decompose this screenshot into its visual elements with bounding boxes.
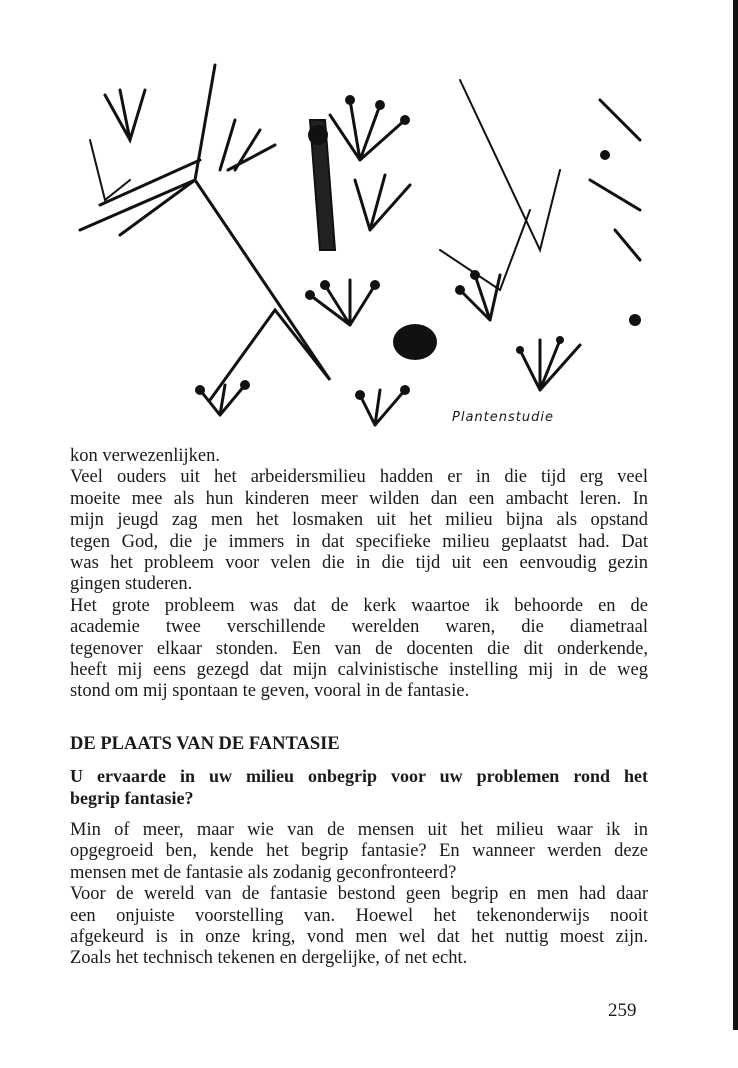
text-line: tegen God, die je immers in dat specifieke milieu geplaatst had. Dat	[70, 531, 648, 552]
question-line: U ervaarde in uw milieu onbegrip voor uw problemen rond het	[70, 766, 648, 786]
text-line: heeft mij eens gezegd dat mijn calvinistische instelling mij in de weg	[70, 659, 648, 680]
text-line: afgekeurd is in onze kring, vond men wel dat het nuttig moest zijn.	[70, 926, 648, 947]
text-line: academie twee verschillende werelden waren, die diametraal	[70, 617, 648, 638]
text-line: Zoals het technisch tekenen en dergelijke, of net echt.	[70, 948, 468, 969]
text-line: tegenover elkaar stonden. Een van de docenten die dit onderkende,	[70, 638, 648, 659]
text-line: Min of meer, maar wie van de mensen uit het milieu waar ik in	[70, 820, 648, 840]
text-line: Het grote probleem was dat de kerk waartoe ik behoorde en de	[70, 595, 648, 616]
text-line: een onjuiste voorstelling van. Hoewel het tekenonderwijs nooit	[70, 905, 648, 926]
plant-study-illustration	[60, 60, 650, 435]
text-line: Veel ouders uit het arbeidersmilieu hadden er in die tijd erg veel	[70, 467, 648, 488]
text-line: mijn jeugd zag men het losmaken uit het milieu bijna als opstand	[70, 510, 648, 531]
text-line: opgegroeid ben, kende het begrip fantasie? En wanneer werden deze	[70, 841, 648, 862]
section-heading: DE PLAATS VAN DE FANTASIE	[70, 734, 340, 754]
text-line: Voor de wereld van de fantasie bestond geen begrip en men had daar	[70, 884, 648, 905]
text-line: gingen studeren.	[70, 574, 193, 595]
illustration-caption: Plantenstudie	[452, 410, 554, 425]
text-line: mensen met de fantasie als zodanig geconfronteerd?	[70, 862, 457, 883]
scan-edge	[733, 0, 738, 1030]
interview-question	[70, 765, 648, 809]
question-line: begrip fantasie?	[70, 788, 194, 808]
page-number: 259	[608, 1000, 637, 1021]
text-line: stond om mij spontaan te geven, vooral in de fantasie.	[70, 681, 470, 702]
text-line: was het probleem voor velen die in die tijd uit een eenvoudig gezin	[70, 552, 648, 573]
body-text	[70, 446, 648, 703]
text-line: kon verwezenlijken.	[70, 446, 220, 466]
answer-text	[70, 820, 648, 970]
text-line: moeite mee als hun kinderen meer wilden dan een ambacht leren. In	[70, 488, 648, 509]
